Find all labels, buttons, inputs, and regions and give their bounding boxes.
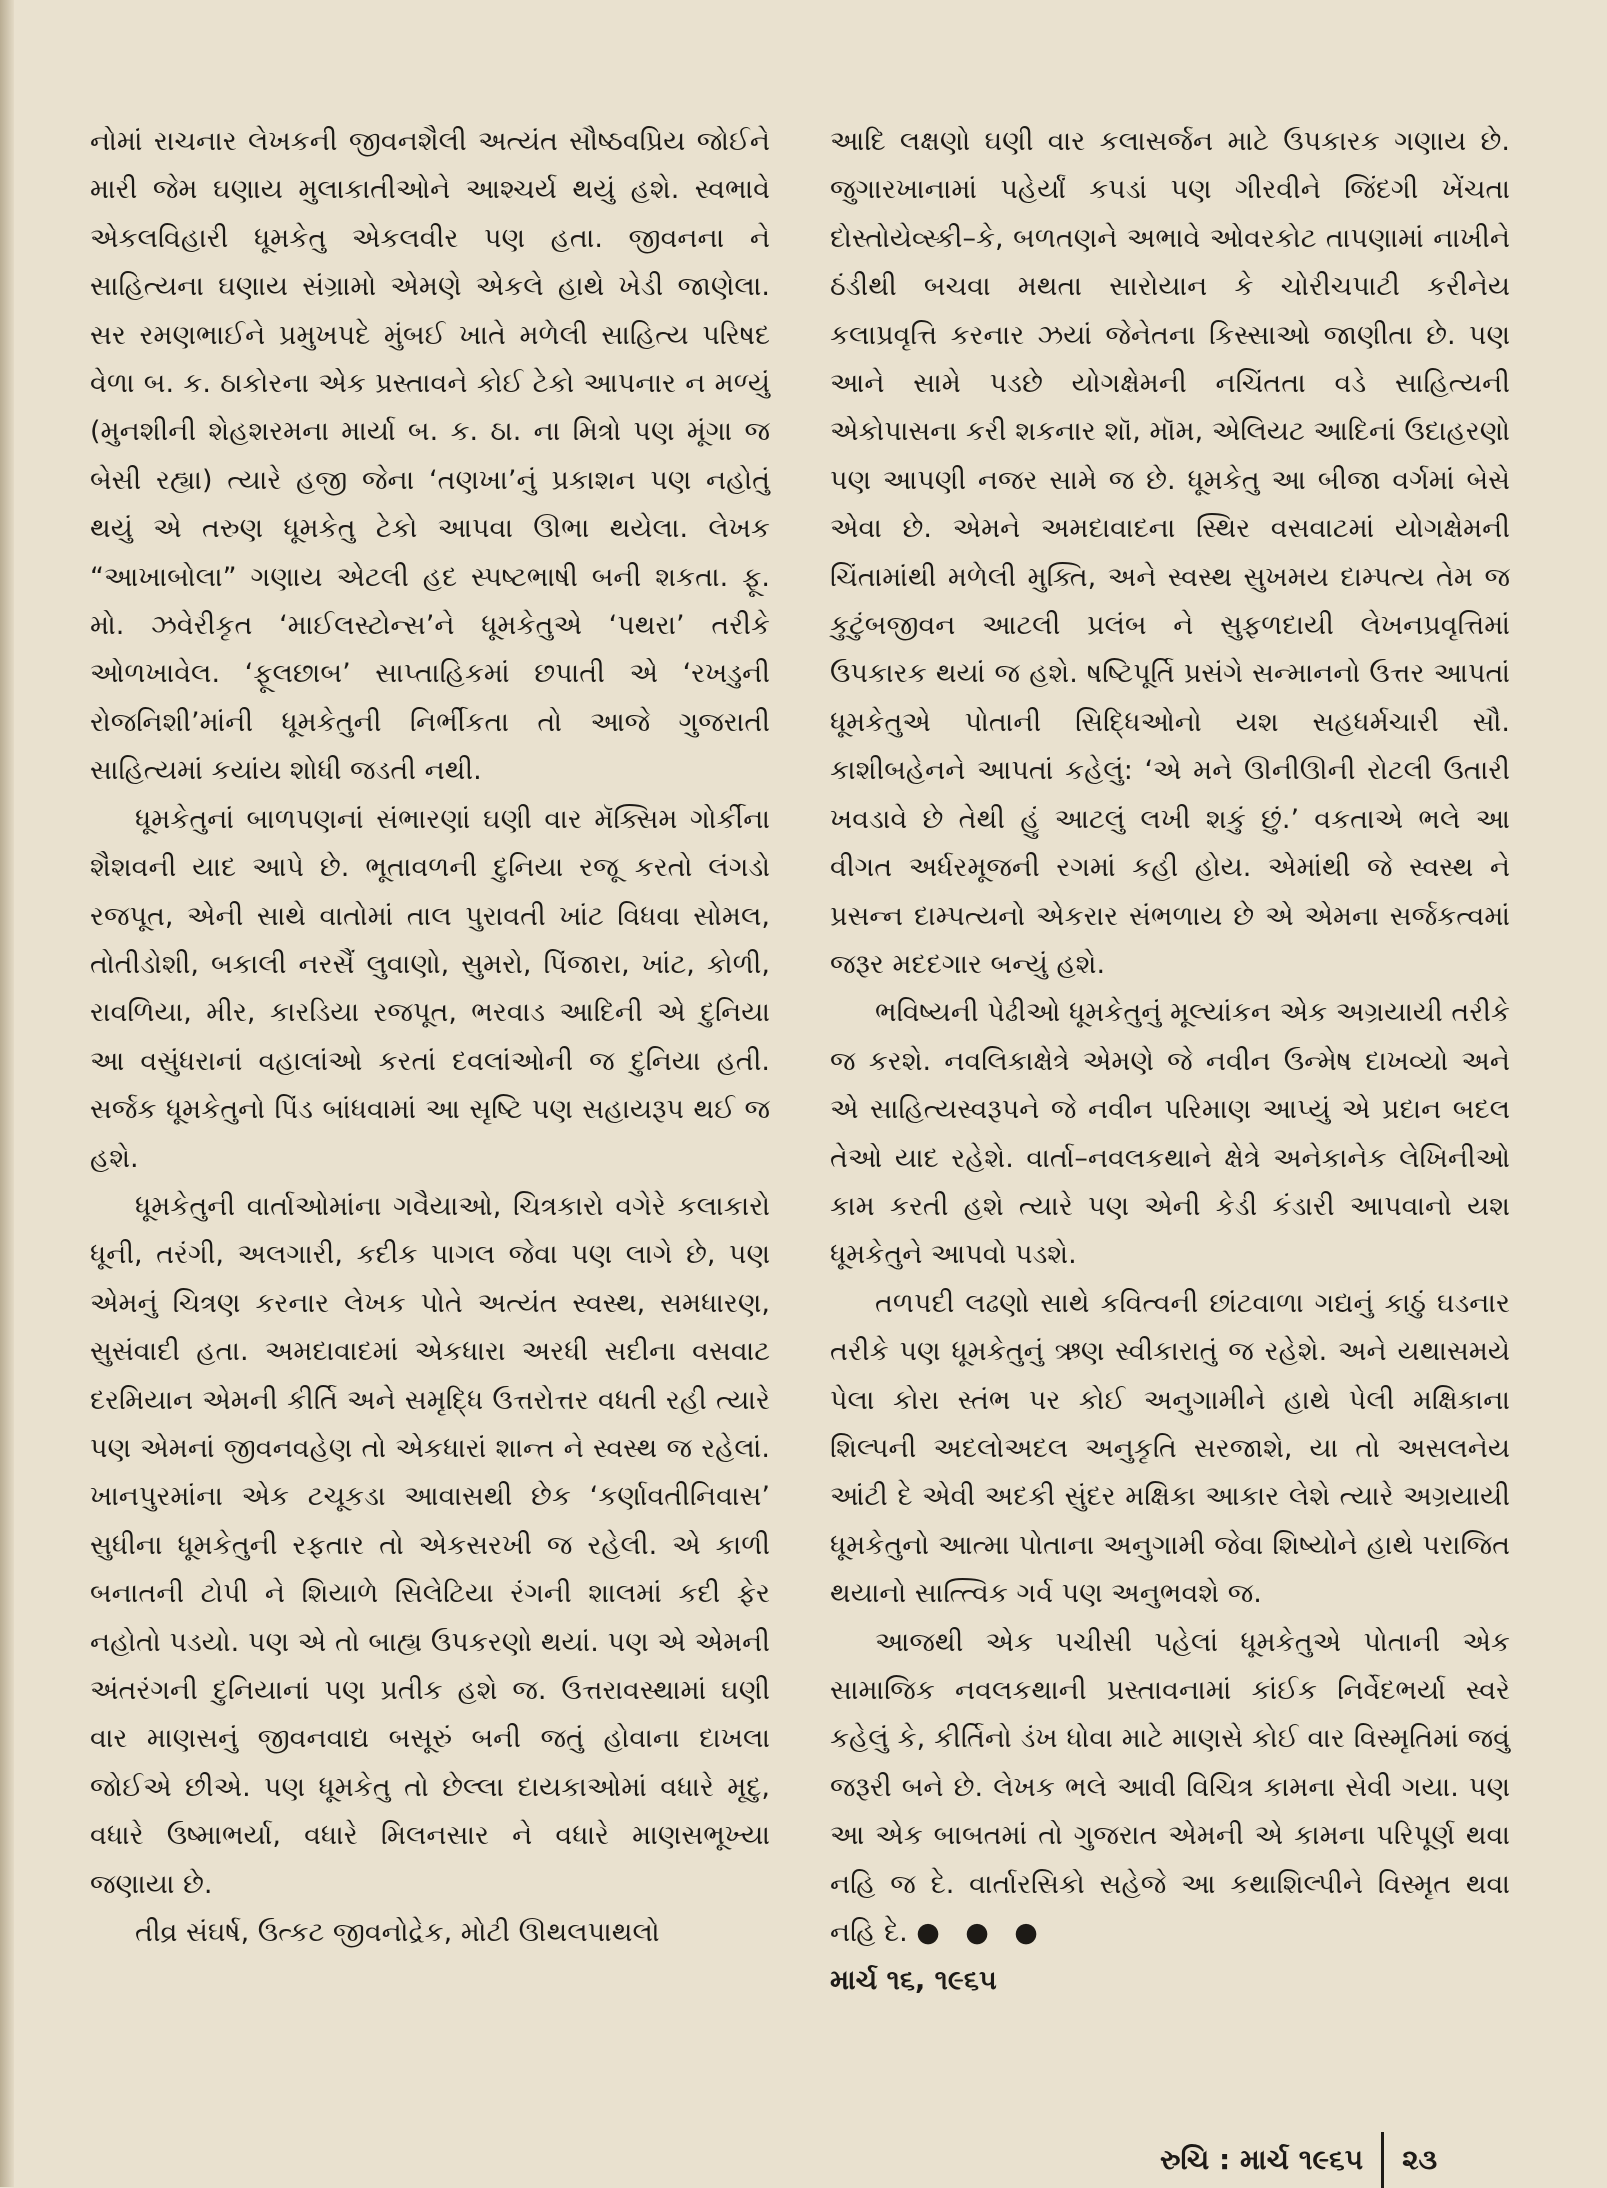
issue-label: રુચિ : માર્ચ ૧૯૬૫ [1160,2143,1364,2176]
paragraph: તળપદી લઢણો સાથે કવિત્વની છાંટવાળા ગદ્યનું કાઠું ઘડનાર તરીકે પણ ધૂમકેતુનું ઋણ સ્વીકારાતું જ રહેશે. અને યથાસમયે પેલા કોરા સ્તંભ પર કોઈ અનુગામીને હાથે પેલી મક્ષિકાના શિલ્પની અદલોઅદલ અનુકૃતિ સરજાશે, યા તો અસલનેય આંટી દે એવી અદકી સુંદર મક્ષિકા આકાર લેશે ત્યારે અગ્રયાયી ધૂમકેતુનો આત્મા પોતાના અનુગામી જેવા શિષ્યોને હાથે પરાજિત થયાનો સાત્ત્વિક ગર્વ પણ અનુભવશે જ. [830,1287,1510,1610]
end-mark: ● ● ● [916,1917,1046,1949]
footer-divider [1381,2132,1384,2188]
paragraph-last [830,1619,1510,1958]
paragraph: આદિ લક્ષણો ઘણી વાર કલાસર્જન માટે ઉપકારક ગણાય છે. જુગારખાનામાં પહેર્યાં કપડાં પણ ગીરવીને જિંદગી ખેંચતા દોસ્તોયેવ્સ્કી–કે, બળતણને અભાવે ઓવરકોટ તાપણામાં નાખીને ઠંડીથી બચવા મથતા સારોયાન કે ચોરીચપાટી કરીનેય કલાપ્રવૃત્તિ કરનાર ઝયાં જેનેતના કિસ્સાઓ જાણીતા છે. પણ આને સામે પડછે યોગક્ષેમની નચિંતતા વડે સાહિત્યની એકોપાસના કરી શકનાર શૉ, મૉમ, એલિયટ આદિનાં ઉદાહરણો પણ આપણી નજર સામે જ છે. ધૂમકેતુ આ બીજા વર્ગમાં બેસે એવા છે. એમને અમદાવાદના સ્થિર વસવાટમાં યોગક્ષેમની ચિંતામાંથી મળેલી મુક્તિ, અને સ્વસ્થ સુખમય દામ્પત્ય તેમ જ કુટુંબજીવન આટલી પ્રલંબ ને સુફળદાયી લેખનપ્રવૃત્તિમાં ઉપકારક થયાં જ હશે. ષષ્ટિપૂર્તિ પ્રસંગે સન્માનનો ઉત્તર આપતાં ધૂમકેતુએ પોતાની સિદ્ધિઓનો યશ સહધર્મચારી સૌ. કાશીબહેનને આપતાં કહેલું: ‘એ મને ઊનીઊની રોટલી ઉતારી ખવડાવે છે તેથી હું આટલું લખી શકું છું.’ વકતાએ ભલે આ વીગત અર્ધરમૂજની રગમાં કહી હોય. એમાંથી જે સ્વસ્થ ને પ્રસન્ન દામ્પત્યનો એકરાર સંભળાય છે એ એમના સર્જકત્વમાં જરૂર મદદગાર બન્યું હશે. [830,126,1510,980]
page-footer [1160,2132,1437,2188]
paragraph: ધૂમકેતુની વાર્તાઓમાંના ગવૈયાઓ, ચિત્રકારો વગેરે કલાકારો ધૂની, તરંગી, અલગારી, કદીક પાગલ જેવા પણ લાગે છે, પણ એમનું ચિત્રણ કરનાર લેખક પોતે અત્યંત સ્વસ્થ, સમધારણ, સુસંવાદી હતા. અમદાવાદમાં એકધારા અરધી સદીના વસવાટ દરમિયાન એમની કીર્તિ અને સમૃદ્ધિ ઉત્તરોત્તર વધતી રહી ત્યારે પણ એમનાં જીવનવહેણ તો એકધારાં શાન્ત ને સ્વસ્થ જ રહેલાં. ખાનપુરમાંના એક ટચૂકડા આવાસથી છેક ‘કર્ણાવતીનિવાસ’ સુધીના ધૂમકેતુની રફતાર તો એકસરખી જ રહેલી. એ કાળી બનાતની ટોપી ને શિયાળે સિલેટિયા રંગની શાલમાં કદી ફેર નહોતો પડયો. પણ એ તો બાહ્ય ઉપકરણો થયાં. પણ એ એમની અંતરંગની દુનિયાનાં પણ પ્રતીક હશે જ. ઉત્તરાવસ્થામાં ઘણી વાર માણસનું જીવનવાદ્ય બસૂરું બની જતું હોવાના દાખલા જોઈએ છીએ. પણ ધૂમકેતુ તો છેલ્લા દાયકાઓમાં વધારે મૃદુ, વધારે ઉષ્માભર્યા, વધારે મિલનસાર ને વધારે માણસભૂખ્યા જણાયા છે. [90,1190,770,1900]
page-binding-edge [0,0,14,2187]
right-column [830,118,1510,2006]
page-number: ૨૩ [1402,2143,1438,2176]
date-line: માર્ચ ૧૬, ૧૯૬૫ [830,1965,997,1997]
paragraph: ભવિષ્યની પેઢીઓ ધૂમકેતુનું મૂલ્યાંકન એક અગ્રયાયી તરીકે જ કરશે. નવલિકાક્ષેત્રે એમણે જે નવીન ઉન્મેષ દાખવ્યો અને એ સાહિત્યસ્વરૂપને જે નવીન પરિમાણ આપ્યું એ પ્રદાન બદલ તેઓ યાદ રહેશે. વાર્તા–નવલકથાને ક્ષેત્રે અનેકાનેક લેખિનીઓ કામ કરતી હશે ત્યારે પણ એની કેડી કંડારી આપવાનો યશ ધૂમકેતુને આપવો પડશે. [830,997,1510,1271]
left-column [90,118,770,1957]
paragraph-text: આજથી એક પચીસી પહેલાં ધૂમકેતુએ પોતાની એક સામાજિક નવલકથાની પ્રસ્તાવનામાં કાંઈક નિર્વેદભર્યા સ્વરે કહેલું કે, કીર્તિનો ડંખ ધોવા માટે માણસે કોઈ વાર વિસ્મૃતિમાં જવું જરૂરી બને છે. લેખક ભલે આવી વિચિત્ર કામના સેવી ગયા. પણ આ એક બાબતમાં તો ગુજરાત એમની એ કામના પરિપૂર્ણ થવા નહિ જ દે. વાર્તારસિકો સહેજે આ કથાશિલ્પીને વિસ્મૃત થવા નહિ દે. [830,1626,1510,1949]
paragraph: તીવ્ર સંઘર્ષ, ઉત્કટ જીવનોદ્રેક, મોટી ઊથલપાથલો [135,1917,660,1949]
paragraph: ધૂમકેતુનાં બાળપણનાં સંભારણાં ઘણી વાર મૅક્સિમ ગોર્કીના શૈશવની યાદ આપે છે. ભૂતાવળની દુનિયા રજૂ કરતો લંગડો રજપૂત, એની સાથે વાતોમાં તાલ પુરાવતી ખાંટ વિધવા સોમલ, તોતીડોશી, બકાલી નરસૈં લુવાણો, સુમરો, પિંજારા, ખાંટ, કોળી, રાવળિયા, મીર, કારડિયા રજપૂત, ભરવાડ આદિની એ દુનિયા આ વસુંધરાનાં વહાલાંઓ કરતાં દવલાંઓની જ દુનિયા હતી. સર્જક ધૂમકેતુનો પિંડ બાંધવામાં આ સૃષ્ટિ પણ સહાયરૂપ થઈ જ હશે. [90,803,770,1174]
paragraph: નોમાં રાચનાર લેખકની જીવનશૈલી અત્યંત સૌષ્ઠવપ્રિય જોઈને મારી જેમ ઘણાય મુલાકાતીઓને આશ્ચર્ય થયું હશે. સ્વભાવે એકલવિહારી ધૂમકેતુ એકલવીર પણ હતા. જીવનના ને સાહિત્યના ઘણાય સંગ્રામો એમણે એકલે હાથે ખેડી જાણેલા. સર રમણભાઈને પ્રમુખપદે મુંબઈ ખાતે મળેલી સાહિત્ય પરિષદ વેળા બ. ક. ઠાકોરના એક પ્રસ્તાવને કોઈ ટેકો આપનાર ન મળ્યું (મુનશીની શેહશરમના માર્યા બ. ક. ઠા. ના મિત્રો પણ મૂંગા જ બેસી રહ્યા) ત્યારે હજી જેના ‘તણખા’નું પ્રકાશન પણ નહોતું થયું એ તરુણ ધૂમકેતુ ટેકો આપવા ઊભા થયેલા. લેખક “આખાબોલા” ગણાય એટલી હદ સ્પષ્ટભાષી બની શકતા. ફૂ. મો. ઝવેરીકૃત ‘માઈલસ્ટોન્સ’ને ધૂમકેતુએ ‘પથરા’ તરીકે ઓળખાવેલ. ‘ફૂલછાબ’ સાપ્તાહિકમાં છપાતી એ ‘રખડુની રોજનિશી’માંની ધૂમકેતુની નિર્ભીકતા તો આજે ગુજરાતી સાહિત્યમાં કયાંય શોધી જડતી નથી. [90,126,770,787]
